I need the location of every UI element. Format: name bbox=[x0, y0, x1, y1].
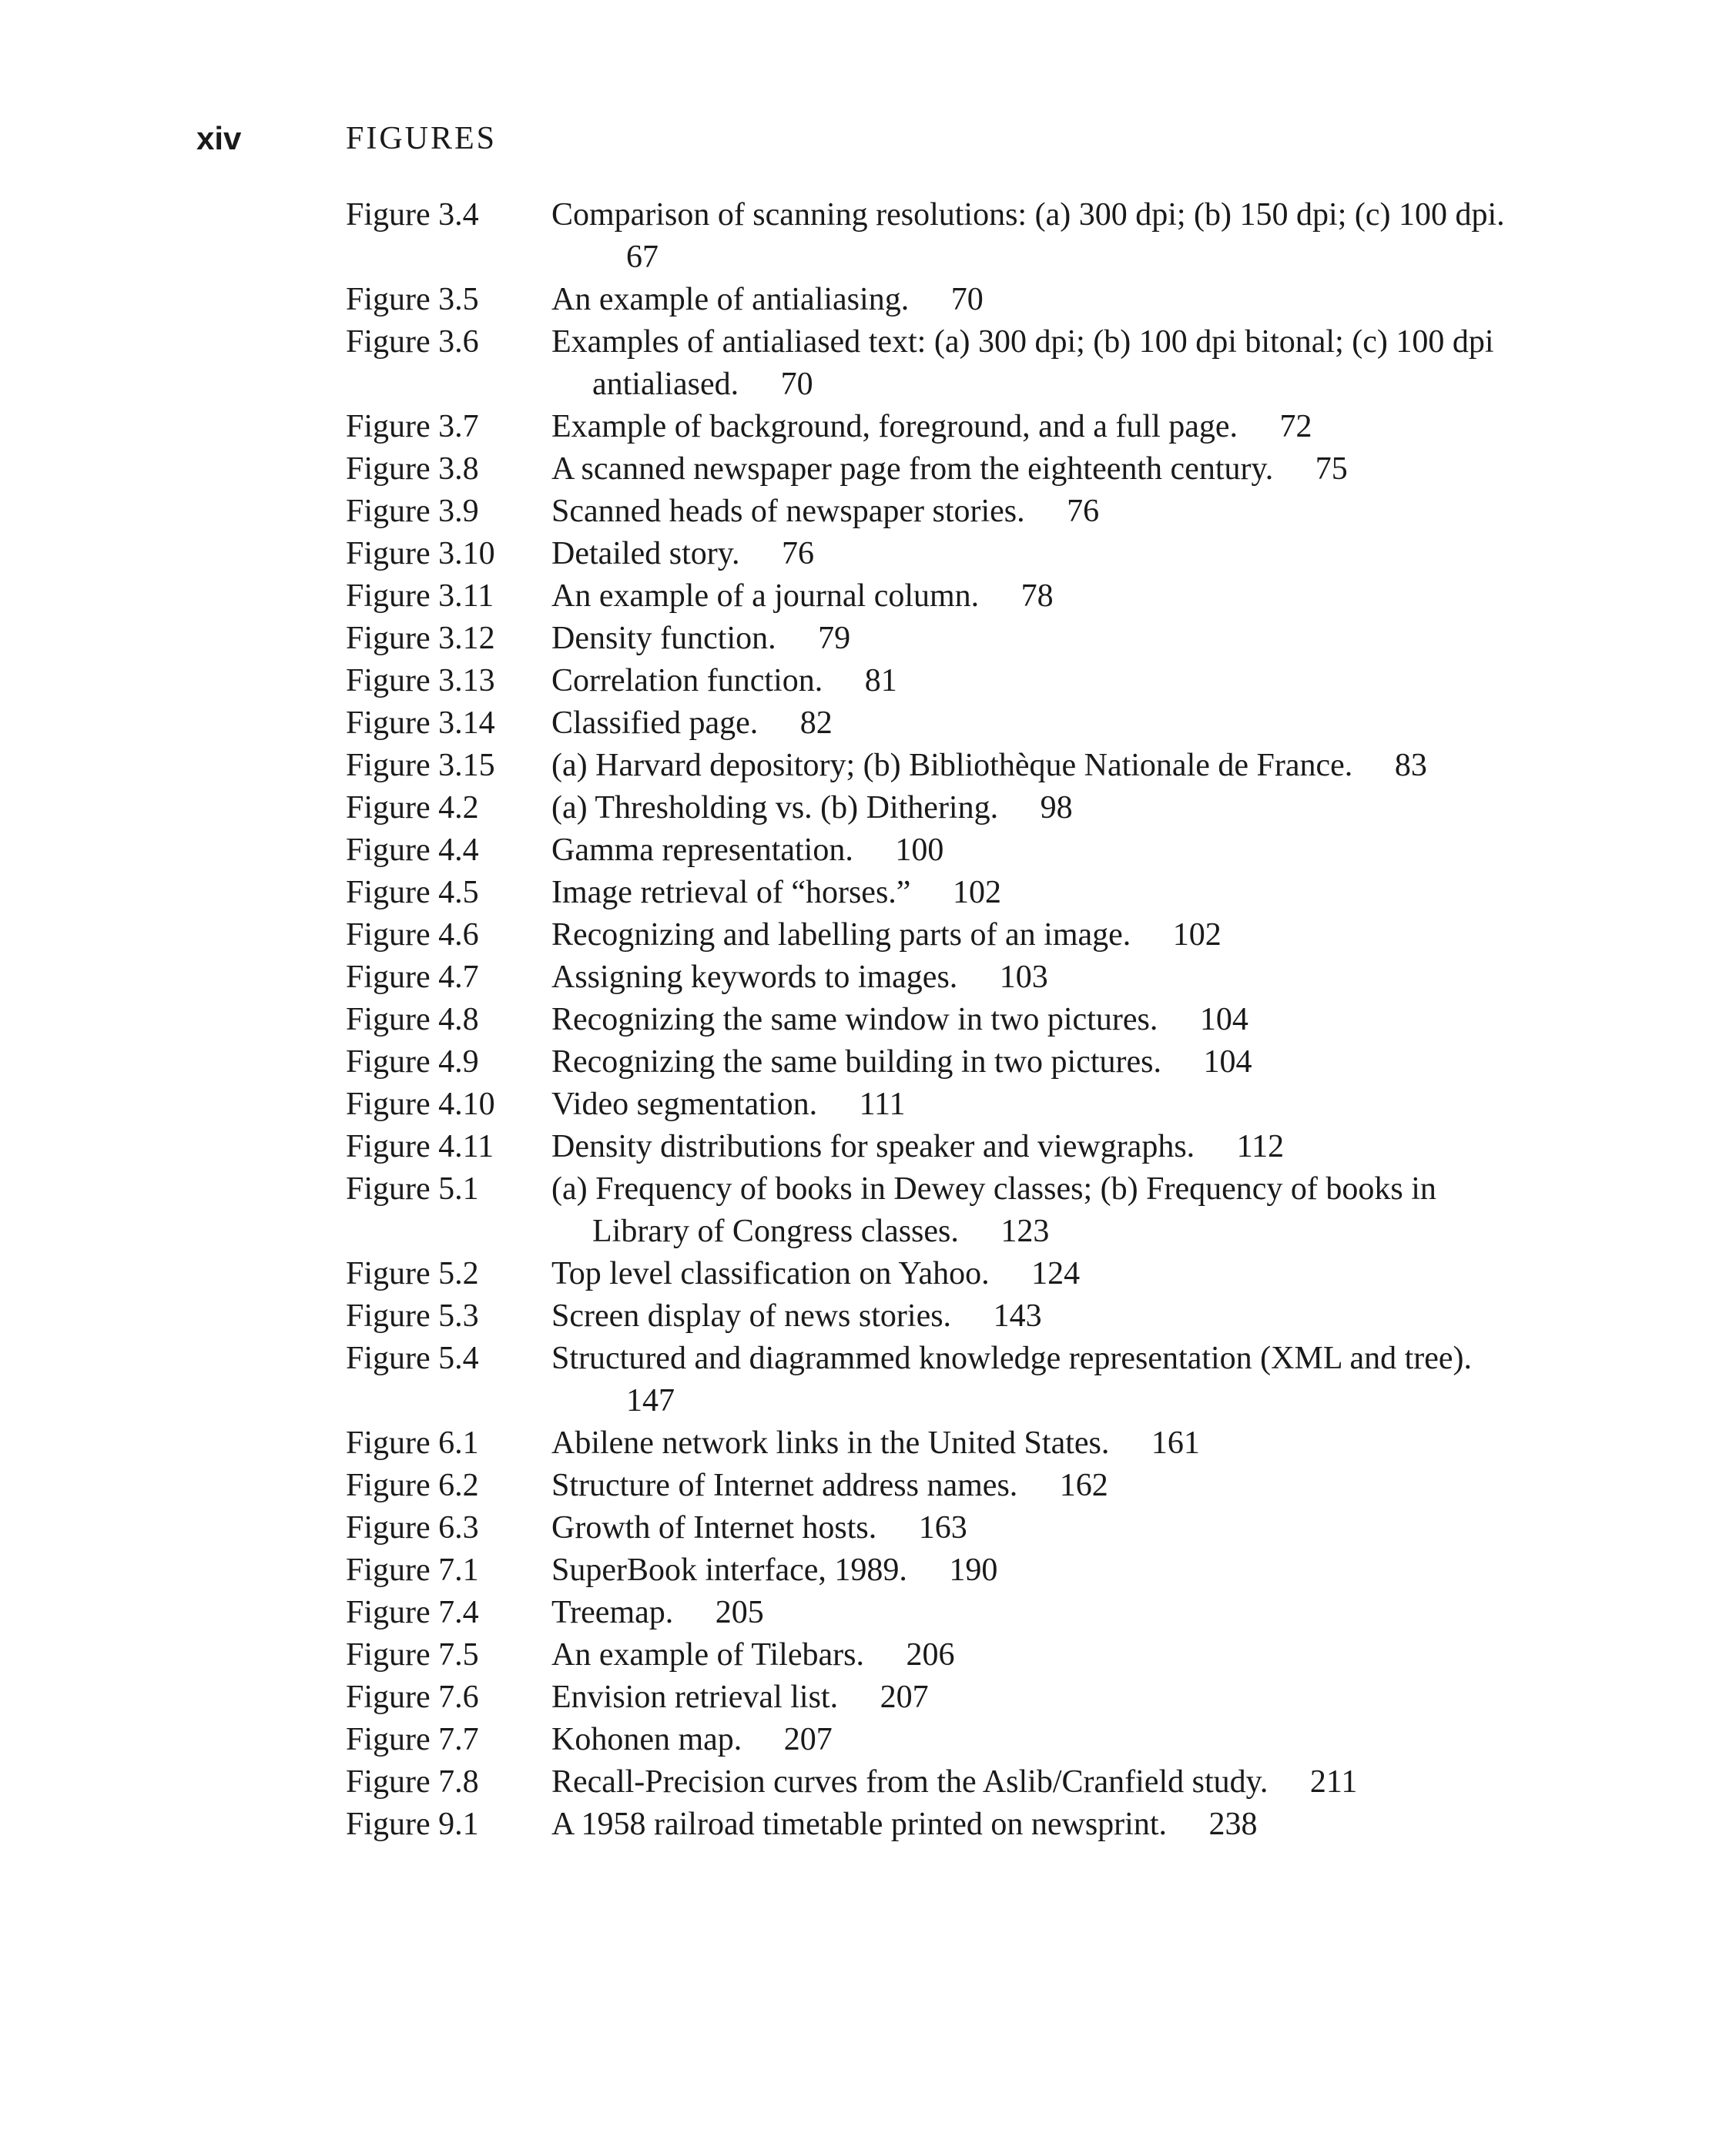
figure-caption-block bbox=[551, 1592, 1516, 1634]
figure-page-number: 75 bbox=[1315, 451, 1348, 487]
figure-caption-block bbox=[551, 575, 1516, 618]
figure-caption-block bbox=[551, 1041, 1516, 1084]
figure-number: Figure 5.1 bbox=[346, 1171, 479, 1207]
figure-number: Figure 6.3 bbox=[346, 1510, 479, 1546]
figure-page-number: 83 bbox=[1394, 748, 1427, 783]
figure-number: Figure 3.15 bbox=[346, 748, 495, 783]
figure-caption: Recognizing and labelling parts of an image. bbox=[551, 917, 1131, 953]
figure-entry bbox=[346, 321, 1516, 406]
figure-caption: (a) Thresholding vs. (b) Dithering. bbox=[551, 790, 999, 826]
figure-caption-block bbox=[551, 660, 1516, 702]
figure-number: Figure 5.2 bbox=[346, 1256, 479, 1291]
figure-number: Figure 3.9 bbox=[346, 494, 479, 529]
page-number: xiv bbox=[196, 120, 242, 156]
figure-caption-block bbox=[551, 999, 1516, 1041]
figure-entry bbox=[346, 448, 1516, 491]
figure-page-number: 123 bbox=[1000, 1214, 1050, 1249]
figure-number: Figure 4.7 bbox=[346, 960, 479, 995]
figure-entry bbox=[346, 745, 1516, 787]
figure-number: Figure 3.14 bbox=[346, 705, 495, 741]
figure-caption-block bbox=[551, 829, 1516, 872]
figure-entry bbox=[346, 491, 1516, 533]
figure-caption-block bbox=[551, 321, 1516, 406]
figure-entry bbox=[346, 194, 1516, 279]
figure-entry bbox=[346, 1253, 1516, 1295]
figure-number: Figure 4.8 bbox=[346, 1002, 479, 1037]
figure-number: Figure 9.1 bbox=[346, 1807, 479, 1842]
figure-caption: Structured and diagrammed knowledge representation (XML and tree). bbox=[551, 1341, 1473, 1376]
figure-caption-block bbox=[551, 194, 1516, 279]
figure-entry bbox=[346, 1549, 1516, 1592]
figure-caption: Examples of antialiased text: (a) 300 dpi; (b) 100 dpi bitonal; (c) 100 dpi antialiased. bbox=[551, 324, 1494, 402]
figure-caption: Treemap. bbox=[551, 1595, 674, 1630]
figure-page-number: 98 bbox=[1040, 790, 1073, 826]
figure-number: Figure 3.12 bbox=[346, 621, 495, 656]
figure-caption: A scanned newspaper page from the eighteenth century. bbox=[551, 451, 1274, 487]
figure-page-number: 78 bbox=[1020, 578, 1054, 614]
figure-caption: Density function. bbox=[551, 621, 776, 656]
figure-number: Figure 6.2 bbox=[346, 1468, 479, 1503]
figure-entry bbox=[346, 618, 1516, 660]
figure-page-number: 238 bbox=[1208, 1807, 1258, 1842]
figure-entry bbox=[346, 787, 1516, 829]
figure-caption-block bbox=[551, 1338, 1516, 1422]
figure-page-number: 112 bbox=[1236, 1129, 1285, 1164]
figure-page-number: 100 bbox=[895, 832, 944, 868]
figure-caption: Comparison of scanning resolutions: (a) 300 dpi; (b) 150 dpi; (c) 100 dpi. bbox=[551, 197, 1505, 233]
figure-page-number: 163 bbox=[918, 1510, 967, 1546]
figure-caption: Density distributions for speaker and viewgraphs. bbox=[551, 1129, 1195, 1164]
figure-caption: (a) Frequency of books in Dewey classes; (b) Frequency of books in Library of Congress classes. bbox=[551, 1171, 1436, 1249]
figure-number: Figure 7.8 bbox=[346, 1764, 479, 1800]
figure-entry bbox=[346, 1634, 1516, 1676]
figure-page-number: 104 bbox=[1203, 1044, 1252, 1080]
figure-entry bbox=[346, 660, 1516, 702]
figure-number: Figure 4.9 bbox=[346, 1044, 479, 1080]
figure-number: Figure 4.11 bbox=[346, 1129, 494, 1164]
figure-entry bbox=[346, 999, 1516, 1041]
figure-page-number: 207 bbox=[783, 1722, 833, 1757]
figure-entry bbox=[346, 1338, 1516, 1422]
figure-number: Figure 4.2 bbox=[346, 790, 479, 826]
figure-caption-block bbox=[551, 533, 1516, 575]
figure-entry bbox=[346, 1592, 1516, 1634]
figure-number: Figure 7.4 bbox=[346, 1595, 479, 1630]
figure-caption: An example of antialiasing. bbox=[551, 282, 910, 317]
figure-page-number: 72 bbox=[1279, 409, 1312, 444]
figure-caption: Video segmentation. bbox=[551, 1087, 818, 1122]
figure-page-number: 103 bbox=[999, 960, 1048, 995]
figure-page-number: 82 bbox=[799, 705, 833, 741]
figure-caption: Example of background, foreground, and a full page. bbox=[551, 409, 1238, 444]
figure-caption-block bbox=[551, 914, 1516, 956]
figure-caption-block bbox=[551, 1634, 1516, 1676]
figure-caption-block bbox=[551, 1253, 1516, 1295]
figure-number: Figure 5.3 bbox=[346, 1298, 479, 1334]
figure-caption-block bbox=[551, 448, 1516, 491]
figure-number: Figure 7.5 bbox=[346, 1637, 479, 1673]
figure-number: Figure 7.6 bbox=[346, 1680, 479, 1715]
figure-entry bbox=[346, 575, 1516, 618]
figure-page-number: 79 bbox=[818, 621, 851, 656]
figure-number: Figure 4.5 bbox=[346, 875, 479, 910]
figure-number: Figure 3.5 bbox=[346, 282, 479, 317]
figure-page-number: 206 bbox=[906, 1637, 955, 1673]
figure-caption: SuperBook interface, 1989. bbox=[551, 1552, 907, 1588]
figure-caption-block bbox=[551, 279, 1516, 321]
figure-page-number: 76 bbox=[1067, 494, 1100, 529]
figure-caption: Kohonen map. bbox=[551, 1722, 742, 1757]
figure-entry bbox=[346, 1676, 1516, 1719]
figure-number: Figure 7.1 bbox=[346, 1552, 479, 1588]
figure-number: Figure 4.4 bbox=[346, 832, 479, 868]
list-of-figures bbox=[346, 194, 1516, 1846]
figure-page-number: 190 bbox=[949, 1552, 998, 1588]
running-head: FIGURES bbox=[346, 121, 498, 156]
figure-entry bbox=[346, 1761, 1516, 1804]
figure-caption: A 1958 railroad timetable printed on newsprint. bbox=[551, 1807, 1167, 1842]
figure-number: Figure 3.6 bbox=[346, 324, 479, 360]
figure-entry bbox=[346, 702, 1516, 745]
figure-entry bbox=[346, 533, 1516, 575]
figure-entry bbox=[346, 1126, 1516, 1168]
figure-caption: An example of Tilebars. bbox=[551, 1637, 864, 1673]
figure-page-number: 207 bbox=[880, 1680, 929, 1715]
figure-caption: Assigning keywords to images. bbox=[551, 960, 958, 995]
figure-page-number: 143 bbox=[993, 1298, 1042, 1334]
figure-caption-block bbox=[551, 1084, 1516, 1126]
figure-page-number: 76 bbox=[782, 536, 815, 571]
figure-page-number: 104 bbox=[1199, 1002, 1248, 1037]
figure-caption-block bbox=[551, 956, 1516, 999]
figure-page-number: 70 bbox=[780, 367, 813, 402]
figure-number: Figure 4.10 bbox=[346, 1087, 495, 1122]
figure-caption: Correlation function. bbox=[551, 663, 823, 698]
figure-caption-block bbox=[551, 1676, 1516, 1719]
figure-page-number: 211 bbox=[1309, 1764, 1358, 1800]
figure-entry bbox=[346, 279, 1516, 321]
figure-caption: Image retrieval of “horses.” bbox=[551, 875, 911, 910]
figure-caption-block bbox=[551, 1804, 1516, 1846]
figure-entry bbox=[346, 1465, 1516, 1507]
figure-caption-block bbox=[551, 1126, 1516, 1168]
figure-number: Figure 3.8 bbox=[346, 451, 479, 487]
figure-caption: Recognizing the same window in two pictures. bbox=[551, 1002, 1158, 1037]
figure-caption-block bbox=[551, 1761, 1516, 1804]
figure-caption-block bbox=[551, 406, 1516, 448]
figure-number: Figure 4.6 bbox=[346, 917, 479, 953]
figure-caption: Classified page. bbox=[551, 705, 759, 741]
figure-caption-block bbox=[551, 1549, 1516, 1592]
figure-caption: (a) Harvard depository; (b) Bibliothèque Nationale de France. bbox=[551, 748, 1353, 783]
figure-entry bbox=[346, 1295, 1516, 1338]
figure-caption: An example of a journal column. bbox=[551, 578, 980, 614]
figure-caption-block bbox=[551, 1168, 1516, 1253]
figure-caption-block bbox=[551, 1719, 1516, 1761]
figure-caption: Structure of Internet address names. bbox=[551, 1468, 1018, 1503]
figure-caption: Growth of Internet hosts. bbox=[551, 1510, 877, 1546]
figure-entry bbox=[346, 406, 1516, 448]
figure-entry bbox=[346, 1168, 1516, 1253]
figure-caption-block bbox=[551, 702, 1516, 745]
figure-caption: Screen display of news stories. bbox=[551, 1298, 952, 1334]
figure-caption-block bbox=[551, 1295, 1516, 1338]
figure-page-number: 161 bbox=[1151, 1425, 1200, 1461]
figure-entry bbox=[346, 872, 1516, 914]
figure-caption: Gamma representation. bbox=[551, 832, 853, 868]
figure-entry bbox=[346, 956, 1516, 999]
figure-number: Figure 5.4 bbox=[346, 1341, 479, 1376]
figure-entry bbox=[346, 1422, 1516, 1465]
figure-page-number: 147 bbox=[626, 1383, 675, 1418]
figure-number: Figure 7.7 bbox=[346, 1722, 479, 1757]
figure-caption-block bbox=[551, 787, 1516, 829]
figure-caption-block bbox=[551, 1507, 1516, 1549]
figure-number: Figure 3.4 bbox=[346, 197, 479, 233]
figure-page-number: 111 bbox=[859, 1087, 906, 1122]
figure-caption-block bbox=[551, 491, 1516, 533]
figure-caption-block bbox=[551, 872, 1516, 914]
figure-entry bbox=[346, 914, 1516, 956]
figure-entry bbox=[346, 1084, 1516, 1126]
figure-page-number: 205 bbox=[715, 1595, 764, 1630]
figure-page-number: 70 bbox=[950, 282, 984, 317]
figure-caption: Envision retrieval list. bbox=[551, 1680, 839, 1715]
figure-entry bbox=[346, 829, 1516, 872]
figure-number: Figure 3.11 bbox=[346, 578, 494, 614]
figure-caption: Recall-Precision curves from the Aslib/Cranfield study. bbox=[551, 1764, 1268, 1800]
figure-caption: Abilene network links in the United States. bbox=[551, 1425, 1110, 1461]
figure-entry bbox=[346, 1041, 1516, 1084]
figure-caption: Top level classification on Yahoo. bbox=[551, 1256, 990, 1291]
figure-number: Figure 3.13 bbox=[346, 663, 495, 698]
figure-page-number: 102 bbox=[952, 875, 1001, 910]
figure-number: Figure 6.1 bbox=[346, 1425, 479, 1461]
figure-entry bbox=[346, 1804, 1516, 1846]
figure-page-number: 124 bbox=[1031, 1256, 1081, 1291]
figure-caption: Detailed story. bbox=[551, 536, 740, 571]
figure-caption: Recognizing the same building in two pictures. bbox=[551, 1044, 1162, 1080]
figure-caption-block bbox=[551, 618, 1516, 660]
figure-page-number: 162 bbox=[1059, 1468, 1108, 1503]
figure-caption: Scanned heads of newspaper stories. bbox=[551, 494, 1025, 529]
figure-number: Figure 3.10 bbox=[346, 536, 495, 571]
figure-page-number: 81 bbox=[864, 663, 897, 698]
figure-caption-block bbox=[551, 1422, 1516, 1465]
figure-number: Figure 3.7 bbox=[346, 409, 479, 444]
figure-caption-block bbox=[551, 1465, 1516, 1507]
figure-page-number: 67 bbox=[626, 239, 659, 275]
figure-entry bbox=[346, 1507, 1516, 1549]
figure-page-number: 102 bbox=[1172, 917, 1222, 953]
figure-entry bbox=[346, 1719, 1516, 1761]
figure-caption-block bbox=[551, 745, 1516, 787]
